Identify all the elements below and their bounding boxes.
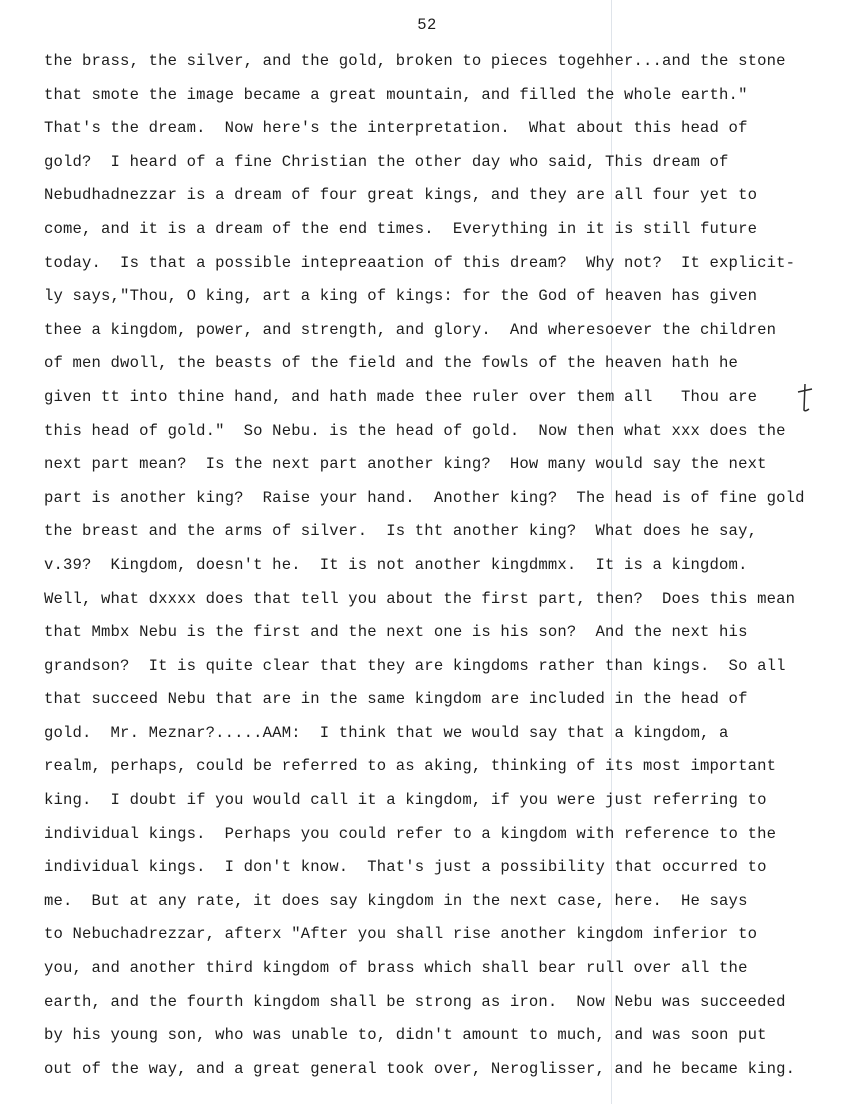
text-line: grandson? It is quite clear that they are kingdoms rather than kings. So all (44, 656, 786, 675)
text-line: the breast and the arms of silver. Is tht another king? What does he say, (44, 522, 758, 541)
text-line: that Mmbx Nebu is the first and the next one is his son? And the next his (44, 623, 748, 642)
text-line: me. But at any rate, it does say kingdom in the next case, here. He says (44, 891, 748, 910)
text-line: That's the dream. Now here's the interpretation. What about this head of (44, 119, 748, 138)
text-line: next part mean? Is the next part another king? How many would say the next (44, 455, 767, 474)
text-line: individual kings. I don't know. That's just a possibility that occurred to (44, 858, 767, 877)
text-line: by his young son, who was unable to, didn't amount to much, and was soon put (44, 1026, 767, 1045)
text-line: part is another king? Raise your hand. Another king? The head is of fine gold (44, 488, 805, 507)
text-line: Nebudhadnezzar is a dream of four great kings, and they are all four yet to (44, 186, 758, 205)
text-line: king. I doubt if you would call it a kingdom, if you were just referring to (44, 791, 767, 810)
text-line: you, and another third kingdom of brass which shall bear rull over all the (44, 959, 748, 978)
text-line: ly says,"Thou, O king, art a king of kings: for the God of heaven has given (44, 287, 758, 306)
text-line: gold? I heard of a fine Christian the other day who said, This dream of (44, 152, 729, 171)
page-number: 52 (417, 16, 437, 34)
text-line: given tt into thine hand, and hath made thee ruler over them all Thou are (44, 387, 758, 406)
text-line: that smote the image became a great mountain, and filled the whole earth." (44, 85, 748, 104)
text-line: today. Is that a possible intepreaation of this dream? Why not? It explicit- (44, 253, 796, 272)
text-line: v.39? Kingdom, doesn't he. It is not another kingdmmx. It is a kingdom. (44, 555, 748, 574)
text-line: Well, what dxxxx does that tell you about the first part, then? Does this mean (44, 589, 796, 608)
handwritten-correction-mark (795, 383, 815, 413)
text-line: earth, and the fourth kingdom shall be strong as iron. Now Nebu was succeeded (44, 992, 786, 1011)
text-line: to Nebuchadrezzar, afterx "After you shall rise another kingdom inferior to (44, 925, 758, 944)
text-line: realm, perhaps, could be referred to as aking, thinking of its most important (44, 757, 777, 776)
text-line: the brass, the silver, and the gold, broken to pieces togehher...and the stone (44, 52, 786, 70)
text-line: that succeed Nebu that are in the same kingdom are included in the head of (44, 690, 748, 709)
text-line: come, and it is a dream of the end times. Everything in it is still future (44, 219, 758, 238)
text-line: of men dwoll, the beasts of the field and the fowls of the heaven hath he (44, 354, 739, 373)
text-line: out of the way, and a great general took over, Neroglisser, and he became king. (44, 1059, 796, 1078)
typewritten-text-body (44, 50, 844, 1091)
text-line: this head of gold." So Nebu. is the head of gold. Now then what xxx does the (44, 421, 786, 440)
text-line: gold. Mr. Meznar?.....AAM: I think that we would say that a kingdom, a (44, 723, 729, 742)
text-line: thee a kingdom, power, and strength, and glory. And wheresoever the children (44, 320, 777, 339)
text-line: individual kings. Perhaps you could refer to a kingdom with reference to the (44, 824, 777, 843)
